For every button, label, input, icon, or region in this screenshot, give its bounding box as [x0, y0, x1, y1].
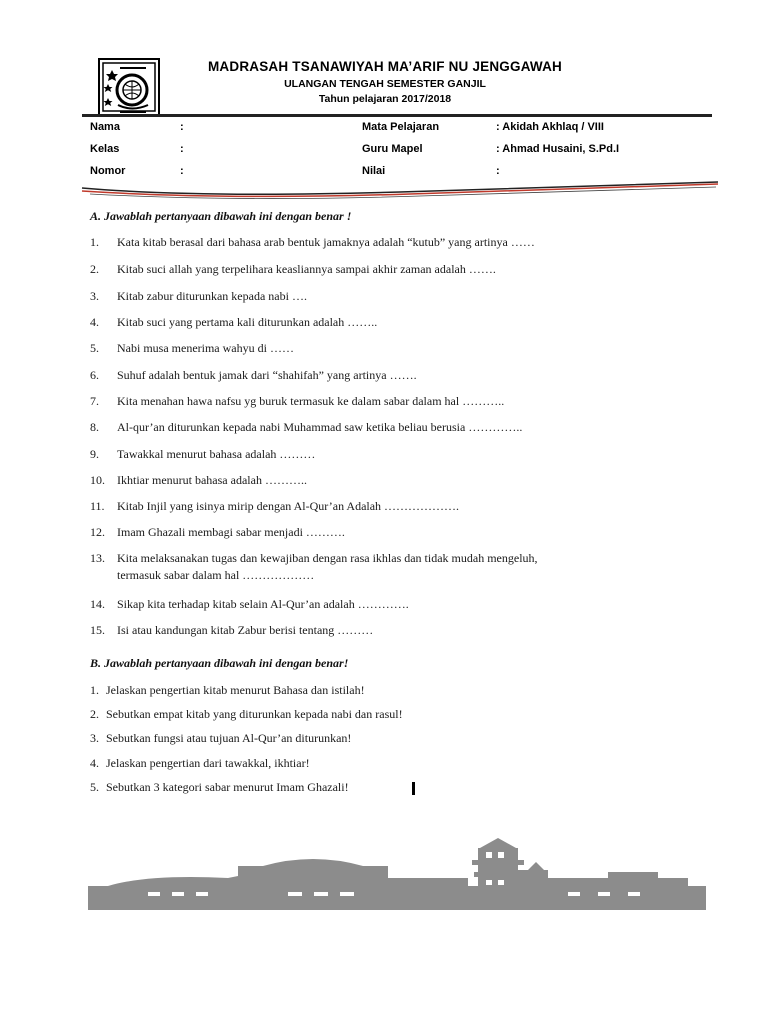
- question-text: Nabi musa menerima wahyu di ……: [117, 341, 294, 355]
- info-label-nama: Nama: [90, 121, 120, 133]
- question-text: Isi atau kandungan kitab Zabur berisi tentang ………: [117, 623, 374, 637]
- question-text: Jelaskan pengertian dari tawakkal, ikhtiar!: [106, 756, 310, 770]
- question-text-continued: termasuk sabar dalam hal ………………: [117, 568, 315, 582]
- info-value-guru-mapel: : Ahmad Husaini, S.Pd.I: [496, 143, 620, 155]
- question-text: Kitab zabur diturunkan kepada nabi ….: [117, 289, 307, 303]
- academic-year: Tahun pelajaran 2017/2018: [318, 93, 452, 105]
- question-text: Sikap kita terhadap kitab selain Al-Qur’an adalah ………….: [117, 597, 409, 611]
- question-text: Kita melaksanakan tugas dan kewajiban dengan rasa ikhlas dan tidak mudah mengeluh,: [117, 551, 538, 565]
- question-text: Al-qur’an diturunkan kepada nabi Muhammad saw ketika beliau berusia …………..: [117, 420, 523, 434]
- header-divider: [82, 114, 712, 117]
- mosque-skyline-icon: [88, 838, 706, 918]
- swoosh-divider-icon: [80, 178, 720, 200]
- question-number: 14.: [90, 597, 105, 611]
- info-colon-kelas: :: [180, 143, 184, 155]
- info-colon-nomor: :: [180, 165, 184, 177]
- info-label-nomor: Nomor: [90, 165, 126, 177]
- question-text: Imam Ghazali membagi sabar menjadi ……….: [117, 525, 345, 539]
- school-logo-icon: [98, 58, 160, 116]
- question-number: 5.: [90, 780, 99, 794]
- question-text: Kitab suci allah yang terpelihara keasliannya sampai akhir zaman adalah …….: [117, 262, 496, 276]
- question-text: Kitab Injil yang isinya mirip dengan Al-Qur’an Adalah ……………….: [117, 499, 460, 513]
- question-number: 11.: [90, 499, 105, 513]
- question-number: 3.: [90, 289, 99, 303]
- question-number: 6.: [90, 368, 99, 382]
- question-number: 15.: [90, 623, 105, 637]
- question-number: 2.: [90, 707, 99, 721]
- question-number: 2.: [90, 262, 99, 276]
- section-a-title: A. Jawablah pertanyaan dibawah ini dengan benar !: [90, 209, 352, 223]
- question-number: 10.: [90, 473, 105, 487]
- question-text: Kita menahan hawa nafsu yg buruk termasuk ke dalam sabar dalam hal ………..: [117, 394, 505, 408]
- school-name: MADRASAH TSANAWIYAH MA’ARIF NU JENGGAWAH: [207, 59, 563, 74]
- section-b-title: B. Jawablah pertanyaan dibawah ini dengan benar!: [90, 656, 349, 670]
- info-label-mata-pelajaran: Mata Pelajaran: [362, 121, 440, 133]
- question-number: 1.: [90, 683, 99, 697]
- question-number: 4.: [90, 315, 99, 329]
- exam-name: ULANGAN TENGAH SEMESTER GANJIL: [284, 78, 486, 90]
- question-text: Suhuf adalah bentuk jamak dari “shahifah” yang artinya …….: [117, 368, 417, 382]
- info-label-kelas: Kelas: [90, 143, 120, 155]
- info-value-mata-pelajaran: : Akidah Akhlaq / VIII: [496, 121, 604, 133]
- info-colon-nama: :: [180, 121, 184, 133]
- question-text: Sebutkan fungsi atau tujuan Al-Qur’an diturunkan!: [106, 731, 352, 745]
- question-number: 5.: [90, 341, 99, 355]
- question-number: 1.: [90, 235, 99, 249]
- question-number: 8.: [90, 420, 99, 434]
- text-cursor-icon: [412, 782, 415, 795]
- info-label-nilai: Nilai: [362, 165, 386, 177]
- question-number: 9.: [90, 447, 99, 461]
- info-label-guru-mapel: Guru Mapel: [362, 143, 423, 155]
- question-text: Kata kitab berasal dari bahasa arab bentuk jamaknya adalah “kutub” yang artinya ……: [117, 235, 535, 249]
- question-number: 7.: [90, 394, 99, 408]
- question-text: Ikhtiar menurut bahasa adalah ………..: [117, 473, 307, 487]
- question-text: Jelaskan pengertian kitab menurut Bahasa dan istilah!: [106, 683, 365, 697]
- question-text: Sebutkan 3 kategori sabar menurut Imam Ghazali!: [106, 780, 349, 794]
- question-text: Kitab suci yang pertama kali diturunkan adalah ……..: [117, 315, 378, 329]
- question-number: 3.: [90, 731, 99, 745]
- question-number: 4.: [90, 756, 99, 770]
- info-value-nilai: :: [496, 165, 500, 177]
- question-number: 12.: [90, 525, 105, 539]
- question-text: Tawakkal menurut bahasa adalah ………: [117, 447, 316, 461]
- question-text: Sebutkan empat kitab yang diturunkan kepada nabi dan rasul!: [106, 707, 403, 721]
- question-number: 13.: [90, 551, 105, 565]
